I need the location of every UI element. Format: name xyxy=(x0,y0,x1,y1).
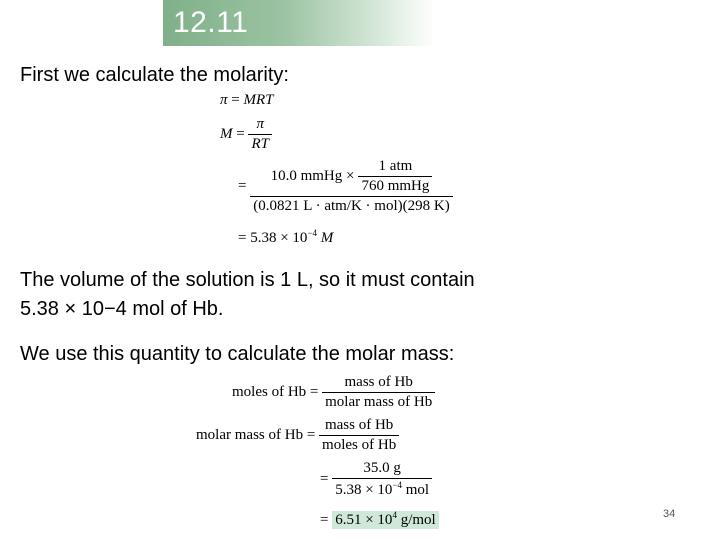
molarity-substitution: = 10.0 mmHg × $\frac{\text{1 atm}}{\text{760 mmHg}}$ (0.0821 L · atm/K · mol)(298 K) xyxy=(238,158,453,215)
mass-over-molar-mass-fraction: $\frac{\text{mass of Hb}}{\text{molar mass of Hb}}$ xyxy=(322,374,435,411)
molarity-result: = $5.38 \times 10^{-4}$ M xyxy=(238,228,334,246)
atm-conversion-fraction: $\frac{\text{1 atm}}{\text{760 mmHg}}$ xyxy=(358,158,432,195)
molarity-formula: M = $\frac{\pi}{RT}$ xyxy=(220,116,272,153)
molar-mass-equation: molar mass of Hb = $\frac{\text{mass of Hb}}{\text{moles of Hb}}$ xyxy=(196,417,399,454)
highlighted-answer: $6.51 \times 10^4$ g/mol xyxy=(332,511,438,529)
substitution-fraction: 10.0 mmHg × $\frac{\text{1 atm}}{\text{760 mmHg}}$ (0.0821 L · atm/K · mol)(298 K) xyxy=(250,158,453,215)
intro-text: First we calculate the molarity: xyxy=(20,64,289,86)
molar-mass-intro: We use this quantity to calculate the molar mass: xyxy=(20,343,455,365)
numeric-fraction: $\frac{35.0 g}{5.38 \times 10^{-4} mol}$ xyxy=(332,460,432,499)
osmotic-pressure-equation: π = MRT xyxy=(220,92,274,108)
volume-paragraph: The volume of the solution is 1 L, so it must contain 5.38 × 10−4 mol of Hb. xyxy=(20,269,475,320)
molar-mass-substitution: = $\frac{35.0 g}{5.38 \times 10^{-4} mol}$ xyxy=(320,460,432,499)
moles-equation: moles of Hb = $\frac{\text{mass of Hb}}{\text{molar mass of Hb}}$ xyxy=(232,374,435,411)
page-number: 34 xyxy=(663,508,676,520)
title-banner xyxy=(163,0,435,46)
molar-mass-result: = $6.51 \times 10^4$ g/mol xyxy=(320,510,439,529)
pi-over-rt-fraction: $\frac{\pi}{RT}$ xyxy=(248,116,272,153)
mass-over-moles-fraction: $\frac{\text{mass of Hb}}{\text{moles of Hb}}$ xyxy=(319,417,399,454)
slide-title: 12.11 xyxy=(173,6,249,39)
